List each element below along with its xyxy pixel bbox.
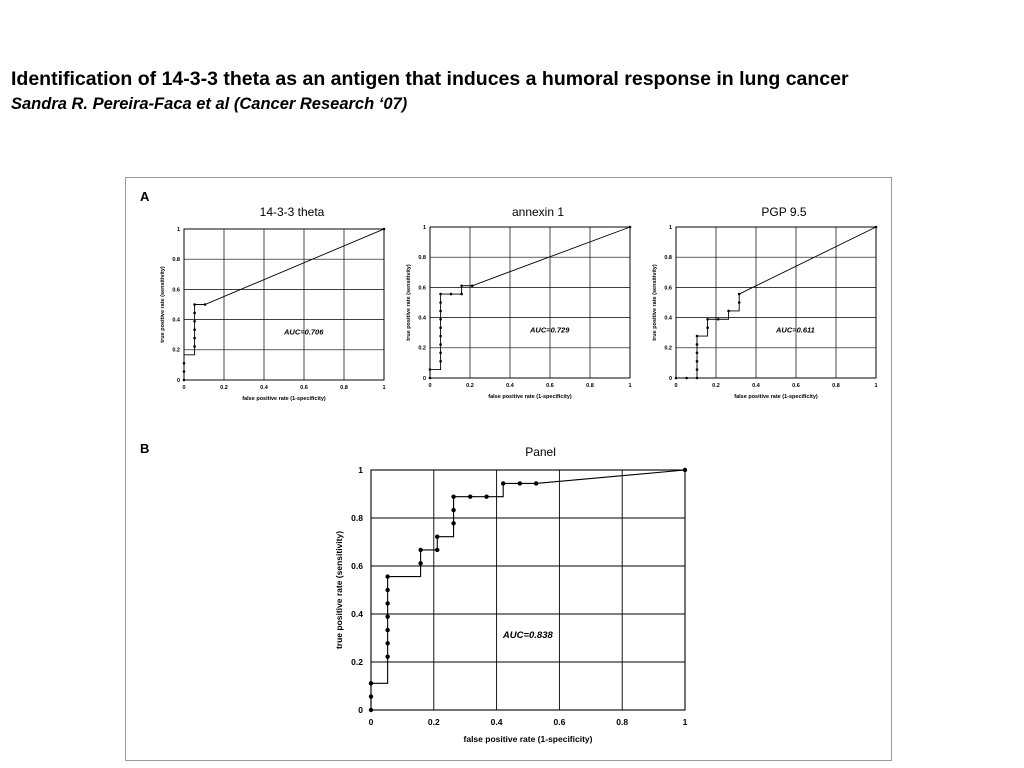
x-tick-label: 0.2 (712, 383, 720, 389)
roc-data-point (471, 284, 474, 287)
roc-data-point (385, 588, 389, 592)
roc-data-point (501, 481, 505, 485)
roc-data-point (534, 481, 538, 485)
roc-data-point (451, 521, 455, 525)
auc-annotation: AUC=0.729 (530, 325, 570, 335)
roc-data-point (183, 362, 186, 365)
roc-curve-line (430, 227, 630, 378)
x-tick-label: 0.6 (792, 383, 800, 389)
y-tick-label: 0.6 (172, 287, 180, 294)
roc-data-point (717, 318, 720, 321)
roc-chart-panel (334, 445, 688, 744)
y-tick-label: 1 (668, 224, 672, 231)
roc-data-point (369, 681, 373, 685)
roc-data-point (193, 320, 196, 323)
figure-canvas (126, 178, 893, 762)
x-tick-label: 0.8 (586, 383, 594, 389)
roc-chart-theta (160, 205, 386, 402)
y-tick-label: 0.6 (351, 560, 363, 571)
roc-data-point (696, 343, 699, 346)
panel-b-label: B (140, 441, 150, 456)
roc-data-point (683, 468, 687, 472)
charts-layer (160, 205, 878, 744)
roc-curve-line (184, 229, 384, 380)
x-tick-label: 0 (428, 383, 432, 389)
x-tick-label: 0.2 (220, 385, 228, 391)
x-tick-label: 1 (382, 385, 386, 391)
x-tick-label: 0 (182, 385, 186, 391)
roc-data-point (439, 301, 442, 304)
x-tick-label: 0.8 (832, 383, 840, 389)
roc-data-point (183, 379, 186, 382)
x-axis-label: false positive rate (1-specificity) (463, 734, 593, 744)
y-tick-label: 1 (422, 224, 426, 231)
x-tick-label: 1 (628, 383, 632, 389)
roc-data-point (738, 301, 741, 304)
x-tick-label: 0 (674, 383, 678, 389)
roc-data-point (439, 335, 442, 338)
roc-data-point (439, 293, 442, 296)
roc-data-point (385, 614, 389, 618)
y-tick-label: 0.8 (418, 255, 426, 262)
roc-data-point (685, 377, 688, 380)
roc-data-point (385, 641, 389, 645)
x-tick-label: 0.8 (616, 717, 629, 727)
roc-data-point (875, 226, 878, 229)
x-tick-label: 0.2 (427, 717, 440, 727)
roc-data-point (451, 494, 455, 498)
roc-chart-pgp (652, 205, 878, 400)
roc-data-point (385, 574, 389, 578)
y-tick-label: 0.2 (664, 345, 672, 352)
x-tick-label: 1 (874, 383, 878, 389)
roc-data-point (193, 345, 196, 348)
panel-a-label: A (140, 189, 150, 204)
auc-annotation: AUC=0.706 (284, 327, 324, 337)
roc-data-point (385, 628, 389, 632)
figure-frame (125, 177, 892, 761)
auc-annotation: AUC=0.611 (776, 325, 815, 335)
roc-data-point (383, 228, 386, 231)
y-tick-label: 0.4 (664, 315, 672, 322)
roc-data-point (450, 293, 453, 296)
y-tick-label: 0 (176, 377, 180, 384)
x-tick-label: 0.4 (752, 383, 760, 389)
roc-data-point (204, 303, 207, 306)
chart-title: annexin 1 (511, 205, 565, 219)
roc-data-point (385, 601, 389, 605)
roc-data-point (439, 318, 442, 321)
y-tick-label: 0.8 (664, 255, 672, 262)
slide-subtitle: Sandra R. Pereira-Faca et al (Cancer Research ‘07) (11, 95, 408, 113)
plot-frame (676, 227, 876, 378)
roc-data-point (418, 548, 422, 552)
y-tick-label: 0.6 (418, 285, 426, 292)
y-tick-label: 0.4 (351, 608, 363, 619)
roc-data-point (439, 343, 442, 346)
x-tick-label: 0.6 (546, 383, 554, 389)
roc-curve-line (676, 227, 876, 378)
x-tick-label: 0 (368, 717, 374, 727)
x-tick-label: 0.4 (506, 383, 514, 389)
roc-data-point (429, 368, 432, 371)
x-tick-label: 0.6 (300, 385, 308, 391)
roc-data-point (439, 360, 442, 363)
y-tick-label: 0.6 (664, 285, 672, 292)
y-tick-label: 0.2 (418, 345, 426, 352)
x-axis-label: false positive rate (1-specificity) (488, 394, 572, 400)
roc-data-point (706, 326, 709, 329)
y-tick-label: 1 (358, 464, 363, 475)
y-tick-label: 0 (668, 375, 672, 382)
roc-data-point (418, 561, 422, 565)
roc-data-point (193, 303, 196, 306)
chart-title: PGP 9.5 (761, 205, 807, 219)
roc-data-point (675, 377, 678, 380)
plot-frame (430, 227, 630, 378)
roc-data-point (439, 310, 442, 313)
y-axis-label: true positive rate (sensitivity) (406, 264, 412, 341)
y-tick-label: 0 (358, 704, 363, 715)
plot-frame (184, 229, 384, 380)
roc-data-point (193, 312, 196, 315)
roc-data-point (439, 351, 442, 354)
roc-data-point (369, 694, 373, 698)
x-tick-label: 1 (682, 717, 688, 727)
roc-data-point (629, 226, 632, 229)
y-tick-label: 0.4 (418, 315, 426, 322)
roc-data-point (451, 508, 455, 512)
roc-data-point (738, 293, 741, 296)
chart-title: 14-3-3 theta (259, 205, 325, 219)
roc-data-point (484, 494, 488, 498)
auc-annotation: AUC=0.838 (502, 630, 553, 641)
roc-data-point (460, 293, 463, 296)
y-axis-label: true positive rate (sensitivity) (334, 530, 344, 650)
x-tick-label: 0.2 (466, 383, 474, 389)
roc-data-point (696, 335, 699, 338)
y-tick-label: 0.2 (172, 347, 180, 354)
roc-data-point (706, 318, 709, 321)
x-axis-label: false positive rate (1-specificity) (734, 394, 818, 400)
roc-data-point (385, 655, 389, 659)
y-tick-label: 0.2 (351, 656, 363, 667)
x-tick-label: 0.6 (553, 717, 566, 727)
roc-chart-annexin (406, 205, 632, 400)
roc-data-point (727, 310, 730, 313)
y-axis-label: true positive rate (sensitivity) (160, 266, 166, 343)
y-tick-label: 0.8 (351, 512, 363, 523)
roc-data-point (439, 326, 442, 329)
roc-data-point (193, 337, 196, 340)
x-tick-label: 0.8 (340, 385, 348, 391)
roc-data-point (696, 368, 699, 371)
roc-data-point (193, 328, 196, 331)
roc-data-point (429, 377, 432, 380)
x-tick-label: 0.4 (260, 385, 268, 391)
y-tick-label: 0.4 (172, 317, 180, 324)
roc-data-point (460, 284, 463, 287)
y-axis-label: true positive rate (sensitivity) (652, 264, 658, 341)
roc-data-point (468, 494, 472, 498)
roc-data-point (183, 370, 186, 373)
y-tick-label: 0 (422, 375, 426, 382)
y-tick-label: 1 (176, 226, 180, 233)
roc-data-point (696, 351, 699, 354)
plot-frame (371, 470, 685, 710)
roc-curve-line (371, 470, 685, 710)
x-tick-label: 0.4 (490, 717, 503, 727)
roc-data-point (696, 360, 699, 363)
chart-title: Panel (525, 445, 556, 459)
roc-data-point (369, 708, 373, 712)
x-axis-label: false positive rate (1-specificity) (242, 396, 326, 402)
y-tick-label: 0.8 (172, 257, 180, 264)
slide-title: Identification of 14-3-3 theta as an antigen that induces a humoral response in lung cancer (11, 68, 849, 90)
roc-data-point (696, 377, 699, 380)
roc-data-point (435, 548, 439, 552)
roc-data-point (518, 481, 522, 485)
roc-data-point (435, 535, 439, 539)
